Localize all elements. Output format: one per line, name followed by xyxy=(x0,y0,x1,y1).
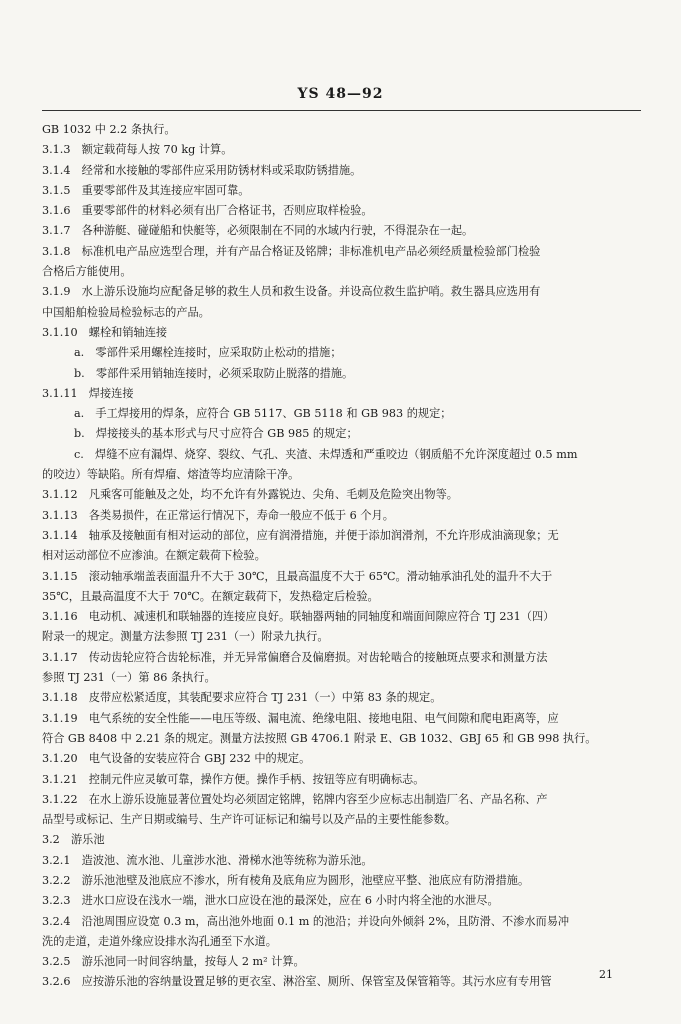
clause-text: 重要零部件及其连接应牢固可靠。 xyxy=(81,183,250,197)
clause-number: 3.1.18 xyxy=(42,691,78,705)
clause-text: 控制元件应灵敏可靠，操作方便。操作手柄、按钮等应有明确标志。 xyxy=(88,772,425,786)
clause-text: 中国船舶检验局检验标志的产品。 xyxy=(42,305,210,319)
text-line xyxy=(42,526,641,546)
clause-number: c. xyxy=(74,447,84,461)
text-line xyxy=(42,567,641,587)
text-line xyxy=(42,343,641,363)
text-line xyxy=(42,546,641,566)
text-line xyxy=(42,851,641,871)
text-line xyxy=(42,323,641,343)
clause-text: 品型号或标记、生产日期或编号、生产许可证标记和编号以及产品的主要性能参数。 xyxy=(42,813,456,827)
clause-number: 3.1.12 xyxy=(42,488,78,502)
text-line xyxy=(42,749,641,769)
clause-number: 3.1.11 xyxy=(42,386,78,400)
text-line xyxy=(42,891,641,911)
clause-number: a. xyxy=(74,407,85,421)
clause-text: 各种游艇、碰碰船和快艇等，必须限制在不同的水域内行驶，不得混杂在一起。 xyxy=(81,224,474,238)
clause-text: 各类易损件，在正常运行情况下，寿命一般应不低于 6 个月。 xyxy=(88,508,394,522)
clause-number: 3.1.16 xyxy=(42,610,78,624)
clause-text: 电气系统的安全性能——电压等级、漏电流、绝缘电阻、接地电阻、电气间隙和爬电距离等，应 xyxy=(88,711,559,725)
clause-number: 3.2.5 xyxy=(42,955,71,969)
text-line xyxy=(42,790,641,810)
text-line xyxy=(42,120,641,140)
clause-text: 零部件采用销轴连接时，必须采取防止脱落的措施。 xyxy=(95,366,354,380)
text-line xyxy=(42,688,641,708)
clause-number: b. xyxy=(74,427,85,441)
text-line xyxy=(42,587,641,607)
text-line xyxy=(42,262,641,282)
text-line xyxy=(42,485,641,505)
clause-text: 合格后方能使用。 xyxy=(42,265,132,279)
clause-text: 符合 GB 8408 中 2.21 条的规定。测量方法按照 GB 4706.1 附录 E、GB 1032、GBJ 65 和 GB 998 执行。 xyxy=(42,731,597,745)
clause-number: 3.1.8 xyxy=(42,244,71,258)
text-line xyxy=(42,729,641,749)
clause-number: 3.1.21 xyxy=(42,772,78,786)
clause-text: 电动机、减速机和联轴器的连接应良好。联轴器两轴的同轴度和端面间隙应符合 TJ 231（四） xyxy=(88,610,555,624)
clause-text: 造波池、流水池、儿童涉水池、滑梯水池等统称为游乐池。 xyxy=(81,853,373,867)
clause-number: 3.1.19 xyxy=(42,711,78,725)
text-line xyxy=(42,830,641,850)
clause-number: 3.1.7 xyxy=(42,224,71,238)
clause-number: 3.1.22 xyxy=(42,792,78,806)
clause-number: 3.2.1 xyxy=(42,853,71,867)
text-line xyxy=(42,364,641,384)
text-line xyxy=(42,607,641,627)
text-line xyxy=(42,972,641,992)
clause-text: 洗的走道，走道外缘应设排水沟孔通至下水道。 xyxy=(42,934,277,948)
text-line xyxy=(42,465,641,485)
header-divider xyxy=(42,110,641,111)
clause-number: 3.2.6 xyxy=(42,975,71,989)
text-line xyxy=(42,161,641,181)
clause-text: 传动齿轮应符合齿轮标准，并无异常偏磨合及偏磨损。对齿轮啮合的接触斑点要求和测量方法 xyxy=(88,650,548,664)
clause-text: 重要零部件的材料必须有出厂合格证书，否则应取样检验。 xyxy=(81,204,373,218)
clause-text: 滚动轴承端盖表面温升不大于 30℃，且最高温度不大于 65℃。滑动轴承油孔处的温升不大于 xyxy=(88,569,553,583)
clause-text: 相对运动部位不应渗油。在额定载荷下检验。 xyxy=(42,549,266,563)
clause-number: 3.1.3 xyxy=(42,143,71,157)
clause-text: 轴承及接触面有相对运动的部位，应有润滑措施，并便于添加润滑剂，不允许形成油滴现象；无 xyxy=(88,528,559,542)
page-header-title: YS 48—92 xyxy=(297,86,384,102)
clause-text: 螺栓和销轴连接 xyxy=(88,325,168,339)
clause-number: 3.1.17 xyxy=(42,650,78,664)
clause-text: 手工焊接用的焊条，应符合 GB 5117、GB 5118 和 GB 983 的规定； xyxy=(95,407,452,421)
clause-text: 零部件采用螺栓连接时，应采取防止松动的措施； xyxy=(95,346,342,360)
text-line xyxy=(42,445,641,465)
clause-text: 35℃，且最高温度不大于 70℃。在额定载荷下，发热稳定后检验。 xyxy=(42,589,379,603)
text-line xyxy=(42,201,641,221)
clause-text: 游乐池同一时间容纳量，按每人 2 m² 计算。 xyxy=(81,955,305,969)
clause-number: 3.1.13 xyxy=(42,508,78,522)
clause-number: 3.2.3 xyxy=(42,894,71,908)
clause-text: 应按游乐池的容纳量设置足够的更衣室、淋浴室、厕所、保管室及保管箱等。其污水应有专用管 xyxy=(81,975,552,989)
text-line xyxy=(42,627,641,647)
text-line xyxy=(42,810,641,830)
clause-text: 额定载荷每人按 70 kg 计算。 xyxy=(81,143,233,157)
text-line xyxy=(42,221,641,241)
text-line xyxy=(42,282,641,302)
text-line xyxy=(42,770,641,790)
clause-number: 3.1.6 xyxy=(42,204,71,218)
clause-text: 焊接接头的基本形式与尺寸应符合 GB 985 的规定； xyxy=(95,427,358,441)
text-line xyxy=(42,242,641,262)
text-line xyxy=(42,384,641,404)
clause-text: 游乐池 xyxy=(70,833,105,847)
clause-text: 游乐池池壁及池底应不渗水，所有棱角及底角应为圆形，池壁应平整、池底应有防滑措施。 xyxy=(81,873,530,887)
text-line xyxy=(42,871,641,891)
clause-text: 凡乘客可能触及之处，均不允许有外露锐边、尖角、毛刺及危险突出物等。 xyxy=(88,488,458,502)
clause-text: 水上游乐设施均应配备足够的救生人员和救生设备。并设高位救生监护哨。救生器具应选用有 xyxy=(81,285,541,299)
clause-number: 3.2 xyxy=(42,833,60,847)
text-line xyxy=(42,140,641,160)
page-number: 21 xyxy=(599,968,613,981)
clause-number: 3.1.15 xyxy=(42,569,78,583)
clause-number: 3.2.2 xyxy=(42,873,71,887)
clause-number: 3.1.20 xyxy=(42,752,78,766)
clause-number: 3.1.14 xyxy=(42,528,78,542)
text-line xyxy=(42,506,641,526)
clause-text: 焊缝不应有漏焊、烧穿、裂纹、气孔、夹渣、未焊透和严重咬边（钢质船不允许深度超过 0.5 mm xyxy=(95,447,578,461)
document-body xyxy=(42,120,641,993)
text-line xyxy=(42,303,641,323)
clause-number: b. xyxy=(74,366,85,380)
clause-text: 参照 TJ 231（一）第 86 条执行。 xyxy=(42,671,216,685)
clause-text: 在水上游乐设施显著位置处均必须固定铭牌，铭牌内容至少应标志出制造厂名、产品名称、产 xyxy=(88,792,548,806)
clause-number: 3.2.4 xyxy=(42,914,71,928)
clause-text: 焊接连接 xyxy=(88,386,134,400)
text-line xyxy=(42,912,641,932)
clause-number: 3.1.5 xyxy=(42,183,71,197)
clause-text: 附录一的规定。测量方法参照 TJ 231（一）附录九执行。 xyxy=(42,630,329,644)
clause-text: 标准机电产品应选型合理，并有产品合格证及铭牌；非标准机电产品必须经质量检验部门检验 xyxy=(81,244,541,258)
clause-text: 的咬边）等缺陷。所有焊瘤、熔渣等均应清除干净。 xyxy=(42,468,300,482)
text-line xyxy=(42,709,641,729)
text-line xyxy=(42,181,641,201)
text-line xyxy=(42,932,641,952)
text-line xyxy=(42,404,641,424)
text-line xyxy=(42,668,641,688)
clause-text: GB 1032 中 2.2 条执行。 xyxy=(42,123,176,136)
clause-text: 沿池周围应设宽 0.3 m，高出池外地面 0.1 m 的池沿；并设向外倾斜 2%，且防滑、不渗水而易冲 xyxy=(81,914,570,928)
clause-number: 3.1.9 xyxy=(42,285,71,299)
clause-text: 经常和水接触的零部件应采用防锈材料或采取防锈措施。 xyxy=(81,163,362,177)
text-line xyxy=(42,648,641,668)
text-line xyxy=(42,952,641,972)
clause-number: a. xyxy=(74,346,85,360)
clause-number: 3.1.4 xyxy=(42,163,71,177)
text-line xyxy=(42,424,641,444)
clause-text: 皮带应松紧适度，其装配要求应符合 TJ 231（一）中第 83 条的规定。 xyxy=(88,691,442,705)
clause-text: 进水口应设在浅水一端，泄水口应设在池的最深处，应在 6 小时内将全池的水泄尽。 xyxy=(81,894,499,908)
clause-number: 3.1.10 xyxy=(42,325,78,339)
clause-text: 电气设备的安装应符合 GBJ 232 中的规定。 xyxy=(88,752,311,766)
